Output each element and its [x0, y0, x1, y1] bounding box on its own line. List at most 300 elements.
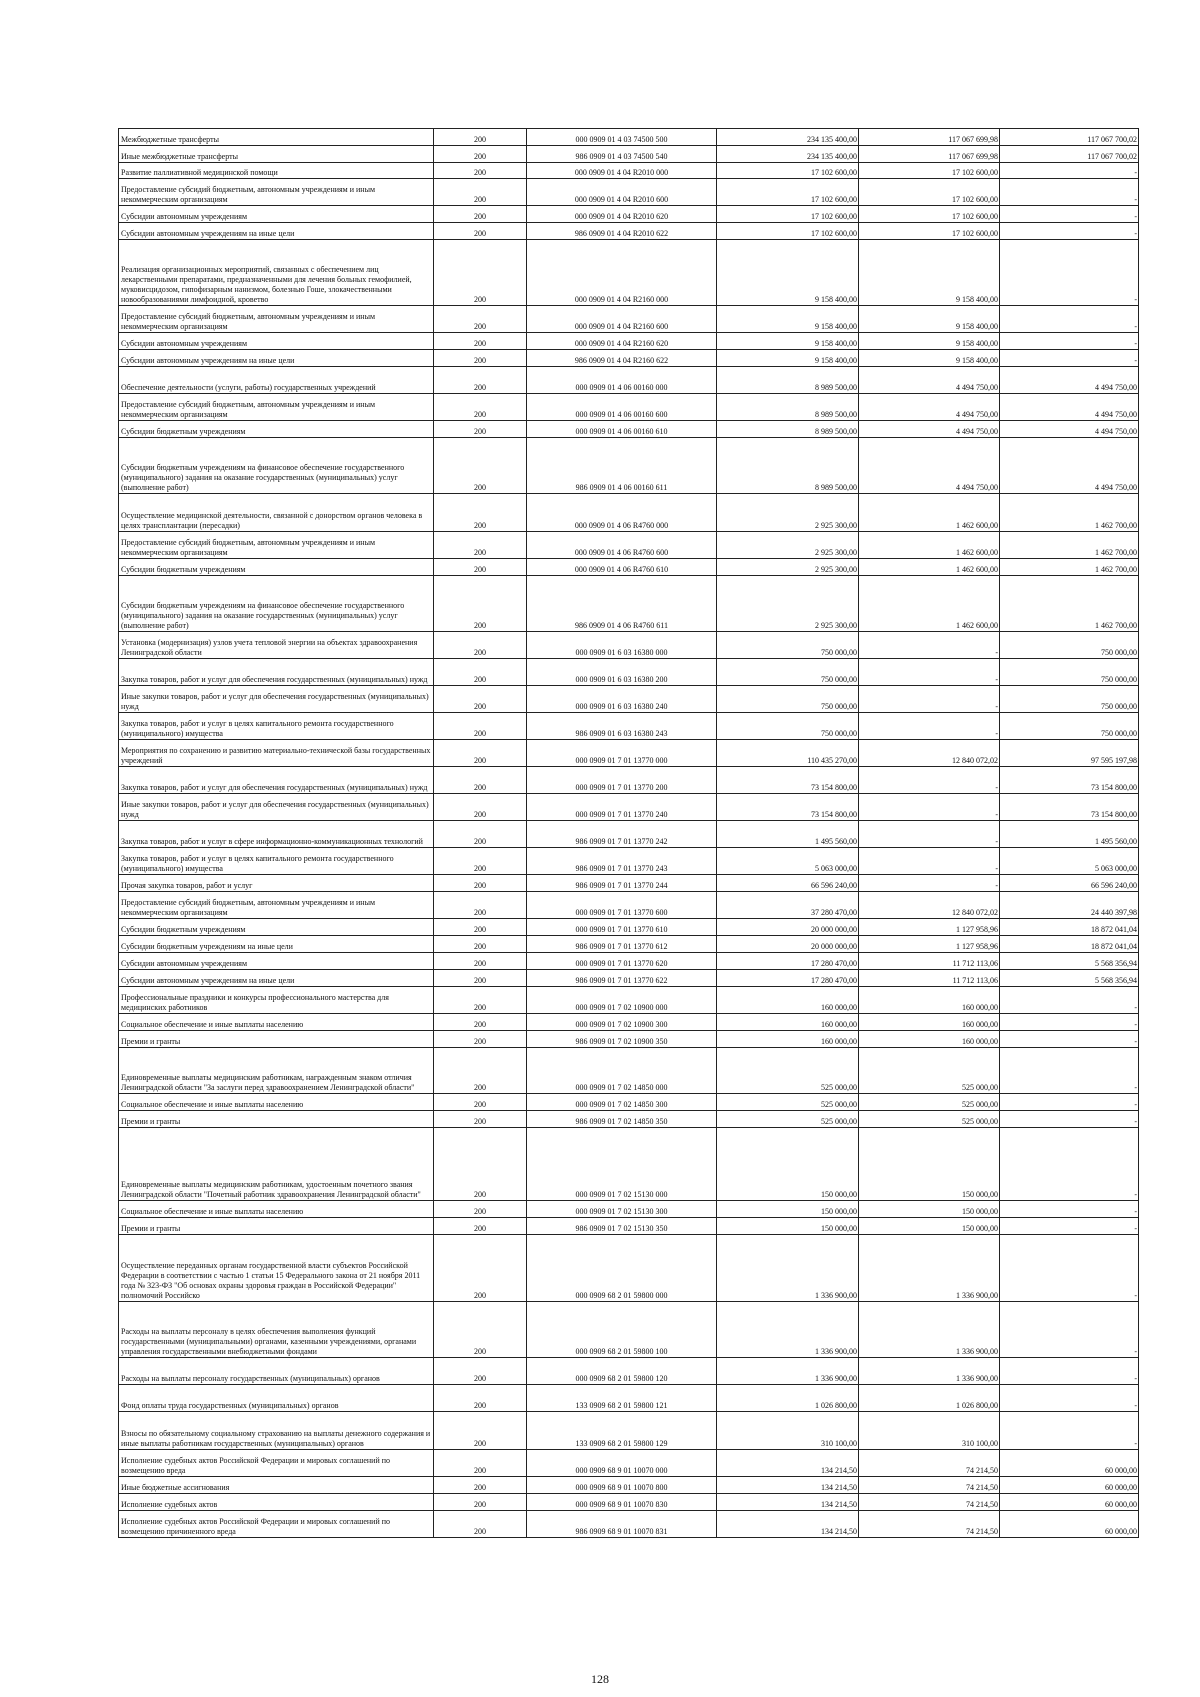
- row-code-cell: 200: [434, 875, 527, 892]
- row-executed-amount-cell: 150 000,00: [859, 1128, 1000, 1201]
- row-classification-code-cell: 986 0909 01 7 01 13770 244: [527, 875, 717, 892]
- row-code-cell: 200: [434, 367, 527, 394]
- row-code-cell: 200: [434, 713, 527, 740]
- row-code-cell: 200: [434, 821, 527, 848]
- row-approved-amount-cell: 134 214,50: [717, 1511, 859, 1538]
- row-name-cell: Социальное обеспечение и иные выплаты населению: [119, 1094, 434, 1111]
- row-unexecuted-amount-cell: 1 462 700,00: [1000, 532, 1139, 559]
- row-code-cell: 200: [434, 576, 527, 632]
- row-code-cell: 200: [434, 1014, 527, 1031]
- row-approved-amount-cell: 17 280 470,00: [717, 953, 859, 970]
- row-unexecuted-amount-cell: -: [1000, 1358, 1139, 1385]
- table-row: [119, 1358, 1139, 1385]
- row-name-cell: Исполнение судебных актов Российской Федерации и мировых соглашений по возмещению вреда: [119, 1450, 434, 1477]
- row-classification-code-cell: 000 0909 01 4 04 R2160 000: [527, 240, 717, 306]
- row-executed-amount-cell: 160 000,00: [859, 1014, 1000, 1031]
- row-code-cell: 200: [434, 740, 527, 767]
- row-name-cell: Иные закупки товаров, работ и услуг для обеспечения государственных (муниципальных) нужд: [119, 794, 434, 821]
- table-row: [119, 223, 1139, 240]
- row-classification-code-cell: 133 0909 68 2 01 59800 121: [527, 1385, 717, 1412]
- table-row: [119, 306, 1139, 333]
- row-approved-amount-cell: 8 989 500,00: [717, 394, 859, 421]
- row-approved-amount-cell: 150 000,00: [717, 1201, 859, 1218]
- row-code-cell: 200: [434, 1385, 527, 1412]
- row-unexecuted-amount-cell: -: [1000, 1094, 1139, 1111]
- row-unexecuted-amount-cell: 5 568 356,94: [1000, 953, 1139, 970]
- row-name-cell: Предоставление субсидий бюджетным, автономным учреждениям и иным некоммерческим организациям: [119, 394, 434, 421]
- table-row: [119, 146, 1139, 163]
- row-name-cell: Субсидии автономным учреждениям на иные цели: [119, 350, 434, 367]
- row-executed-amount-cell: -: [859, 875, 1000, 892]
- row-approved-amount-cell: 160 000,00: [717, 987, 859, 1014]
- row-code-cell: 200: [434, 129, 527, 146]
- row-classification-code-cell: 000 0909 01 6 03 16380 200: [527, 659, 717, 686]
- row-unexecuted-amount-cell: -: [1000, 1385, 1139, 1412]
- row-unexecuted-amount-cell: 5 568 356,94: [1000, 970, 1139, 987]
- row-executed-amount-cell: 9 158 400,00: [859, 240, 1000, 306]
- row-name-cell: Профессиональные праздники и конкурсы профессионального мастерства для медицинских работников: [119, 987, 434, 1014]
- row-name-cell: Закупка товаров, работ и услуг в целях капитального ремонта государственного (муниципального) имущества: [119, 848, 434, 875]
- row-approved-amount-cell: 1 495 560,00: [717, 821, 859, 848]
- row-unexecuted-amount-cell: -: [1000, 350, 1139, 367]
- row-approved-amount-cell: 5 063 000,00: [717, 848, 859, 875]
- row-approved-amount-cell: 66 596 240,00: [717, 875, 859, 892]
- row-classification-code-cell: 000 0909 01 7 02 14850 300: [527, 1094, 717, 1111]
- row-unexecuted-amount-cell: 750 000,00: [1000, 659, 1139, 686]
- row-executed-amount-cell: -: [859, 767, 1000, 794]
- row-classification-code-cell: 000 0909 68 9 01 10070 800: [527, 1477, 717, 1494]
- row-code-cell: 200: [434, 632, 527, 659]
- row-executed-amount-cell: 12 840 072,02: [859, 740, 1000, 767]
- row-name-cell: Премии и гранты: [119, 1111, 434, 1128]
- row-classification-code-cell: 000 0909 01 7 02 15130 000: [527, 1128, 717, 1201]
- row-unexecuted-amount-cell: 750 000,00: [1000, 713, 1139, 740]
- row-approved-amount-cell: 234 135 400,00: [717, 146, 859, 163]
- row-approved-amount-cell: 20 000 000,00: [717, 919, 859, 936]
- row-code-cell: 200: [434, 438, 527, 494]
- row-executed-amount-cell: 150 000,00: [859, 1218, 1000, 1235]
- row-executed-amount-cell: 160 000,00: [859, 1031, 1000, 1048]
- row-unexecuted-amount-cell: -: [1000, 1235, 1139, 1302]
- row-approved-amount-cell: 525 000,00: [717, 1111, 859, 1128]
- row-executed-amount-cell: 9 158 400,00: [859, 333, 1000, 350]
- row-executed-amount-cell: 4 494 750,00: [859, 367, 1000, 394]
- row-name-cell: Расходы на выплаты персоналу в целях обеспечения выполнения функций государственными (муниципальными) органами, казенными учреждениями, органами управления государственными внебюджетными фондами: [119, 1302, 434, 1358]
- row-executed-amount-cell: 9 158 400,00: [859, 306, 1000, 333]
- row-unexecuted-amount-cell: -: [1000, 179, 1139, 206]
- row-classification-code-cell: 986 0909 01 7 02 15130 350: [527, 1218, 717, 1235]
- table-row: [119, 936, 1139, 953]
- row-approved-amount-cell: 9 158 400,00: [717, 306, 859, 333]
- table-row: [119, 919, 1139, 936]
- row-unexecuted-amount-cell: -: [1000, 1412, 1139, 1450]
- row-name-cell: Осуществление переданных органам государственной власти субъектов Российской Федерации в соответствии с частью 1 статьи 15 Федерального закона от 21 ноября 2011 года № 323-ФЗ "Об основах охраны здоровья граждан в Российской Федерации" полномочий Российско: [119, 1235, 434, 1302]
- table-row: [119, 394, 1139, 421]
- row-approved-amount-cell: 17 102 600,00: [717, 163, 859, 179]
- table-row: [119, 632, 1139, 659]
- table-row: [119, 1450, 1139, 1477]
- row-name-cell: Субсидии автономным учреждениям на иные цели: [119, 970, 434, 987]
- row-approved-amount-cell: 9 158 400,00: [717, 350, 859, 367]
- row-classification-code-cell: 000 0909 01 4 03 74500 500: [527, 129, 717, 146]
- row-unexecuted-amount-cell: 60 000,00: [1000, 1450, 1139, 1477]
- row-name-cell: Закупка товаров, работ и услуг в сфере информационно-коммуникационных технологий: [119, 821, 434, 848]
- row-classification-code-cell: 986 0909 01 7 02 10900 350: [527, 1031, 717, 1048]
- row-unexecuted-amount-cell: 750 000,00: [1000, 632, 1139, 659]
- row-executed-amount-cell: 1 336 900,00: [859, 1358, 1000, 1385]
- row-name-cell: Премии и гранты: [119, 1218, 434, 1235]
- row-unexecuted-amount-cell: 750 000,00: [1000, 686, 1139, 713]
- row-code-cell: 200: [434, 1450, 527, 1477]
- row-executed-amount-cell: 1 127 958,96: [859, 919, 1000, 936]
- table-row: [119, 1477, 1139, 1494]
- row-classification-code-cell: 000 0909 01 7 01 13770 000: [527, 740, 717, 767]
- table-row: [119, 659, 1139, 686]
- row-unexecuted-amount-cell: 117 067 700,02: [1000, 146, 1139, 163]
- table-row: [119, 532, 1139, 559]
- row-approved-amount-cell: 134 214,50: [717, 1494, 859, 1511]
- row-approved-amount-cell: 750 000,00: [717, 686, 859, 713]
- row-name-cell: Фонд оплаты труда государственных (муниципальных) органов: [119, 1385, 434, 1412]
- row-name-cell: Единовременные выплаты медицинским работникам, удостоенным почетного звания Ленинградской области "Почетный работник здравоохранения Ленинградской области": [119, 1128, 434, 1201]
- row-classification-code-cell: 000 0909 01 4 06 00160 600: [527, 394, 717, 421]
- row-unexecuted-amount-cell: -: [1000, 1031, 1139, 1048]
- row-unexecuted-amount-cell: 60 000,00: [1000, 1494, 1139, 1511]
- row-approved-amount-cell: 525 000,00: [717, 1094, 859, 1111]
- table-row: [119, 1094, 1139, 1111]
- row-code-cell: 200: [434, 1094, 527, 1111]
- row-classification-code-cell: 000 0909 68 2 01 59800 120: [527, 1358, 717, 1385]
- table-row: [119, 767, 1139, 794]
- table-row: [119, 421, 1139, 438]
- row-approved-amount-cell: 17 102 600,00: [717, 223, 859, 240]
- row-classification-code-cell: 000 0909 01 4 04 R2160 620: [527, 333, 717, 350]
- row-code-cell: 200: [434, 1201, 527, 1218]
- row-name-cell: Реализация организационных мероприятий, связанных с обеспечением лиц лекарственными препаратами, предназначенными для лечения больных гемофилией, муковисцидозом, гипофизарным нанизмом, болезнью Гоше, злокачественными новообразованиями лимфоидной, кроветво: [119, 240, 434, 306]
- row-code-cell: 200: [434, 394, 527, 421]
- row-classification-code-cell: 000 0909 01 4 04 R2160 600: [527, 306, 717, 333]
- row-name-cell: Мероприятия по сохранению и развитию материально-технической базы государственных учреждений: [119, 740, 434, 767]
- row-classification-code-cell: 986 0909 01 7 02 14850 350: [527, 1111, 717, 1128]
- row-name-cell: Субсидии автономным учреждениям: [119, 333, 434, 350]
- row-classification-code-cell: 000 0909 01 7 02 10900 000: [527, 987, 717, 1014]
- table-row: [119, 1494, 1139, 1511]
- row-approved-amount-cell: 73 154 800,00: [717, 794, 859, 821]
- row-executed-amount-cell: 74 214,50: [859, 1494, 1000, 1511]
- table-row: [119, 1302, 1139, 1358]
- table-row: [119, 163, 1139, 179]
- row-name-cell: Исполнение судебных актов: [119, 1494, 434, 1511]
- row-code-cell: 200: [434, 686, 527, 713]
- row-executed-amount-cell: 4 494 750,00: [859, 394, 1000, 421]
- table-body: [119, 129, 1139, 1538]
- row-classification-code-cell: 000 0909 01 4 06 R4760 600: [527, 532, 717, 559]
- table-row: [119, 794, 1139, 821]
- table-row: [119, 740, 1139, 767]
- row-name-cell: Субсидии бюджетным учреждениям на финансовое обеспечение государственного (муниципального) задания на оказание государственных (муниципальных) услуг (выполнение работ): [119, 438, 434, 494]
- row-approved-amount-cell: 110 435 270,00: [717, 740, 859, 767]
- row-name-cell: Предоставление субсидий бюджетным, автономным учреждениям и иным некоммерческим организациям: [119, 306, 434, 333]
- row-approved-amount-cell: 17 102 600,00: [717, 206, 859, 223]
- row-executed-amount-cell: 1 336 900,00: [859, 1302, 1000, 1358]
- row-code-cell: 200: [434, 1128, 527, 1201]
- row-classification-code-cell: 000 0909 01 6 03 16380 000: [527, 632, 717, 659]
- row-classification-code-cell: 000 0909 01 7 01 13770 200: [527, 767, 717, 794]
- row-unexecuted-amount-cell: -: [1000, 1201, 1139, 1218]
- row-code-cell: 200: [434, 767, 527, 794]
- row-unexecuted-amount-cell: -: [1000, 163, 1139, 179]
- row-unexecuted-amount-cell: -: [1000, 223, 1139, 240]
- row-unexecuted-amount-cell: 1 462 700,00: [1000, 559, 1139, 576]
- row-classification-code-cell: 000 0909 01 7 02 14850 000: [527, 1048, 717, 1094]
- row-executed-amount-cell: 525 000,00: [859, 1048, 1000, 1094]
- budget-execution-table: [118, 128, 1139, 1538]
- table-row: [119, 970, 1139, 987]
- row-name-cell: Развитие паллиативной медицинской помощи: [119, 163, 434, 179]
- row-code-cell: 200: [434, 970, 527, 987]
- row-classification-code-cell: 000 0909 01 7 01 13770 610: [527, 919, 717, 936]
- table-row: [119, 1218, 1139, 1235]
- table-row: [119, 1031, 1139, 1048]
- row-executed-amount-cell: 1 462 600,00: [859, 494, 1000, 532]
- row-unexecuted-amount-cell: 4 494 750,00: [1000, 438, 1139, 494]
- row-unexecuted-amount-cell: -: [1000, 333, 1139, 350]
- row-name-cell: Предоставление субсидий бюджетным, автономным учреждениям и иным некоммерческим организациям: [119, 532, 434, 559]
- row-name-cell: Субсидии бюджетным учреждениям: [119, 919, 434, 936]
- row-code-cell: 200: [434, 206, 527, 223]
- row-executed-amount-cell: 160 000,00: [859, 987, 1000, 1014]
- row-executed-amount-cell: -: [859, 794, 1000, 821]
- table-row: [119, 1111, 1139, 1128]
- row-approved-amount-cell: 134 214,50: [717, 1450, 859, 1477]
- row-executed-amount-cell: 11 712 113,06: [859, 953, 1000, 970]
- row-classification-code-cell: 000 0909 01 7 02 10900 300: [527, 1014, 717, 1031]
- row-unexecuted-amount-cell: 1 462 700,00: [1000, 494, 1139, 532]
- row-unexecuted-amount-cell: 4 494 750,00: [1000, 367, 1139, 394]
- row-name-cell: Иные закупки товаров, работ и услуг для обеспечения государственных (муниципальных) нужд: [119, 686, 434, 713]
- row-name-cell: Премии и гранты: [119, 1031, 434, 1048]
- row-classification-code-cell: 000 0909 68 9 01 10070 000: [527, 1450, 717, 1477]
- table-row: [119, 438, 1139, 494]
- row-executed-amount-cell: -: [859, 713, 1000, 740]
- row-name-cell: Субсидии бюджетным учреждениям на финансовое обеспечение государственного (муниципального) задания на оказание государственных (муниципальных) услуг (выполнение работ): [119, 576, 434, 632]
- row-executed-amount-cell: 17 102 600,00: [859, 163, 1000, 179]
- row-executed-amount-cell: 1 462 600,00: [859, 532, 1000, 559]
- row-classification-code-cell: 000 0909 01 7 01 13770 240: [527, 794, 717, 821]
- table-row: [119, 494, 1139, 532]
- row-classification-code-cell: 986 0909 01 7 01 13770 612: [527, 936, 717, 953]
- row-code-cell: 200: [434, 892, 527, 919]
- row-approved-amount-cell: 2 925 300,00: [717, 559, 859, 576]
- row-approved-amount-cell: 750 000,00: [717, 713, 859, 740]
- row-unexecuted-amount-cell: -: [1000, 1302, 1139, 1358]
- row-code-cell: 200: [434, 919, 527, 936]
- row-classification-code-cell: 000 0909 01 7 01 13770 600: [527, 892, 717, 919]
- row-classification-code-cell: 000 0909 01 4 04 R2010 000: [527, 163, 717, 179]
- row-name-cell: Единовременные выплаты медицинским работникам, награжденным знаком отличия Ленинградской области "За заслуги перед здравоохранением Ленинградской области": [119, 1048, 434, 1094]
- row-approved-amount-cell: 9 158 400,00: [717, 333, 859, 350]
- row-unexecuted-amount-cell: 97 595 197,98: [1000, 740, 1139, 767]
- table-row: [119, 892, 1139, 919]
- budget-table-container: [118, 128, 1138, 1538]
- row-code-cell: 200: [434, 1412, 527, 1450]
- row-unexecuted-amount-cell: -: [1000, 240, 1139, 306]
- row-executed-amount-cell: 74 214,50: [859, 1511, 1000, 1538]
- row-name-cell: Субсидии автономным учреждениям на иные цели: [119, 223, 434, 240]
- row-executed-amount-cell: 17 102 600,00: [859, 223, 1000, 240]
- row-code-cell: 200: [434, 1494, 527, 1511]
- row-classification-code-cell: 133 0909 68 2 01 59800 129: [527, 1412, 717, 1450]
- row-code-cell: 200: [434, 1235, 527, 1302]
- row-name-cell: Закупка товаров, работ и услуг в целях капитального ремонта государственного (муниципального) имущества: [119, 713, 434, 740]
- row-code-cell: 200: [434, 987, 527, 1014]
- row-name-cell: Субсидии бюджетным учреждениям на иные цели: [119, 936, 434, 953]
- row-code-cell: 200: [434, 532, 527, 559]
- row-code-cell: 200: [434, 1111, 527, 1128]
- row-executed-amount-cell: 17 102 600,00: [859, 179, 1000, 206]
- row-unexecuted-amount-cell: 117 067 700,02: [1000, 129, 1139, 146]
- table-row: [119, 559, 1139, 576]
- row-code-cell: 200: [434, 146, 527, 163]
- row-name-cell: Субсидии автономным учреждениям: [119, 953, 434, 970]
- row-name-cell: Осуществление медицинской деятельности, связанной с донорством органов человека в целях трансплантации (пересадки): [119, 494, 434, 532]
- row-code-cell: 200: [434, 1031, 527, 1048]
- row-unexecuted-amount-cell: -: [1000, 1048, 1139, 1094]
- row-executed-amount-cell: 17 102 600,00: [859, 206, 1000, 223]
- row-unexecuted-amount-cell: -: [1000, 206, 1139, 223]
- row-classification-code-cell: 000 0909 01 7 02 15130 300: [527, 1201, 717, 1218]
- row-unexecuted-amount-cell: -: [1000, 1218, 1139, 1235]
- row-classification-code-cell: 986 0909 01 7 01 13770 243: [527, 848, 717, 875]
- row-code-cell: 200: [434, 240, 527, 306]
- row-executed-amount-cell: 11 712 113,06: [859, 970, 1000, 987]
- row-classification-code-cell: 986 0909 68 9 01 10070 831: [527, 1511, 717, 1538]
- table-row: [119, 129, 1139, 146]
- row-approved-amount-cell: 2 925 300,00: [717, 576, 859, 632]
- row-code-cell: 200: [434, 163, 527, 179]
- row-executed-amount-cell: 1 462 600,00: [859, 559, 1000, 576]
- table-row: [119, 953, 1139, 970]
- row-approved-amount-cell: 160 000,00: [717, 1031, 859, 1048]
- row-approved-amount-cell: 17 102 600,00: [717, 179, 859, 206]
- row-classification-code-cell: 000 0909 68 2 01 59800 000: [527, 1235, 717, 1302]
- row-classification-code-cell: 000 0909 01 4 06 00160 610: [527, 421, 717, 438]
- row-approved-amount-cell: 150 000,00: [717, 1128, 859, 1201]
- row-executed-amount-cell: 117 067 699,98: [859, 129, 1000, 146]
- row-executed-amount-cell: -: [859, 686, 1000, 713]
- row-approved-amount-cell: 17 280 470,00: [717, 970, 859, 987]
- row-executed-amount-cell: 74 214,50: [859, 1450, 1000, 1477]
- row-code-cell: 200: [434, 936, 527, 953]
- row-approved-amount-cell: 750 000,00: [717, 632, 859, 659]
- row-classification-code-cell: 986 0909 01 4 06 00160 611: [527, 438, 717, 494]
- row-unexecuted-amount-cell: 24 440 397,98: [1000, 892, 1139, 919]
- row-classification-code-cell: 000 0909 01 4 06 R4760 610: [527, 559, 717, 576]
- row-classification-code-cell: 000 0909 01 4 06 R4760 000: [527, 494, 717, 532]
- row-executed-amount-cell: -: [859, 848, 1000, 875]
- row-code-cell: 200: [434, 1477, 527, 1494]
- table-row: [119, 333, 1139, 350]
- row-approved-amount-cell: 1 336 900,00: [717, 1235, 859, 1302]
- row-classification-code-cell: 986 0909 01 4 06 R4760 611: [527, 576, 717, 632]
- row-code-cell: 200: [434, 1048, 527, 1094]
- row-name-cell: Закупка товаров, работ и услуг для обеспечения государственных (муниципальных) нужд: [119, 767, 434, 794]
- row-approved-amount-cell: 525 000,00: [717, 1048, 859, 1094]
- row-name-cell: Социальное обеспечение и иные выплаты населению: [119, 1201, 434, 1218]
- table-row: [119, 875, 1139, 892]
- row-executed-amount-cell: 150 000,00: [859, 1201, 1000, 1218]
- row-name-cell: Субсидии автономным учреждениям: [119, 206, 434, 223]
- row-code-cell: 200: [434, 559, 527, 576]
- row-approved-amount-cell: 8 989 500,00: [717, 438, 859, 494]
- table-row: [119, 576, 1139, 632]
- table-row: [119, 1201, 1139, 1218]
- row-unexecuted-amount-cell: 1 462 700,00: [1000, 576, 1139, 632]
- row-approved-amount-cell: 234 135 400,00: [717, 129, 859, 146]
- row-approved-amount-cell: 1 336 900,00: [717, 1358, 859, 1385]
- row-approved-amount-cell: 134 214,50: [717, 1477, 859, 1494]
- row-approved-amount-cell: 1 336 900,00: [717, 1302, 859, 1358]
- row-classification-code-cell: 986 0909 01 7 01 13770 622: [527, 970, 717, 987]
- row-name-cell: Обеспечение деятельности (услуги, работы) государственных учреждений: [119, 367, 434, 394]
- row-name-cell: Иные межбюджетные трансферты: [119, 146, 434, 163]
- row-code-cell: 200: [434, 1302, 527, 1358]
- row-approved-amount-cell: 150 000,00: [717, 1218, 859, 1235]
- table-row: [119, 367, 1139, 394]
- page-number: 128: [591, 1672, 609, 1686]
- table-row: [119, 350, 1139, 367]
- row-unexecuted-amount-cell: 18 872 041,04: [1000, 919, 1139, 936]
- row-executed-amount-cell: 310 100,00: [859, 1412, 1000, 1450]
- table-row: [119, 1511, 1139, 1538]
- row-executed-amount-cell: 1 462 600,00: [859, 576, 1000, 632]
- table-row: [119, 987, 1139, 1014]
- table-row: [119, 821, 1139, 848]
- row-approved-amount-cell: 8 989 500,00: [717, 367, 859, 394]
- row-executed-amount-cell: 9 158 400,00: [859, 350, 1000, 367]
- row-unexecuted-amount-cell: 18 872 041,04: [1000, 936, 1139, 953]
- row-name-cell: Предоставление субсидий бюджетным, автономным учреждениям и иным некоммерческим организациям: [119, 179, 434, 206]
- row-classification-code-cell: 986 0909 01 4 04 R2010 622: [527, 223, 717, 240]
- row-classification-code-cell: 000 0909 01 4 06 00160 000: [527, 367, 717, 394]
- table-row: [119, 179, 1139, 206]
- row-classification-code-cell: 986 0909 01 6 03 16380 243: [527, 713, 717, 740]
- row-code-cell: 200: [434, 953, 527, 970]
- row-approved-amount-cell: 73 154 800,00: [717, 767, 859, 794]
- row-name-cell: Исполнение судебных актов Российской Федерации и мировых соглашений по возмещению причиненного вреда: [119, 1511, 434, 1538]
- row-executed-amount-cell: -: [859, 821, 1000, 848]
- row-approved-amount-cell: 1 026 800,00: [717, 1385, 859, 1412]
- row-unexecuted-amount-cell: -: [1000, 1128, 1139, 1201]
- row-unexecuted-amount-cell: 73 154 800,00: [1000, 767, 1139, 794]
- row-approved-amount-cell: 8 989 500,00: [717, 421, 859, 438]
- table-row: [119, 240, 1139, 306]
- row-code-cell: 200: [434, 223, 527, 240]
- row-approved-amount-cell: 310 100,00: [717, 1412, 859, 1450]
- row-unexecuted-amount-cell: 60 000,00: [1000, 1477, 1139, 1494]
- row-unexecuted-amount-cell: 60 000,00: [1000, 1511, 1139, 1538]
- row-classification-code-cell: 986 0909 01 4 04 R2160 622: [527, 350, 717, 367]
- table-row: [119, 206, 1139, 223]
- row-name-cell: Социальное обеспечение и иные выплаты населению: [119, 1014, 434, 1031]
- table-row: [119, 1128, 1139, 1201]
- row-name-cell: Субсидии бюджетным учреждениям: [119, 421, 434, 438]
- row-approved-amount-cell: 37 280 470,00: [717, 892, 859, 919]
- row-classification-code-cell: 000 0909 01 4 04 R2010 600: [527, 179, 717, 206]
- table-row: [119, 1048, 1139, 1094]
- row-code-cell: 200: [434, 659, 527, 686]
- table-row: [119, 1385, 1139, 1412]
